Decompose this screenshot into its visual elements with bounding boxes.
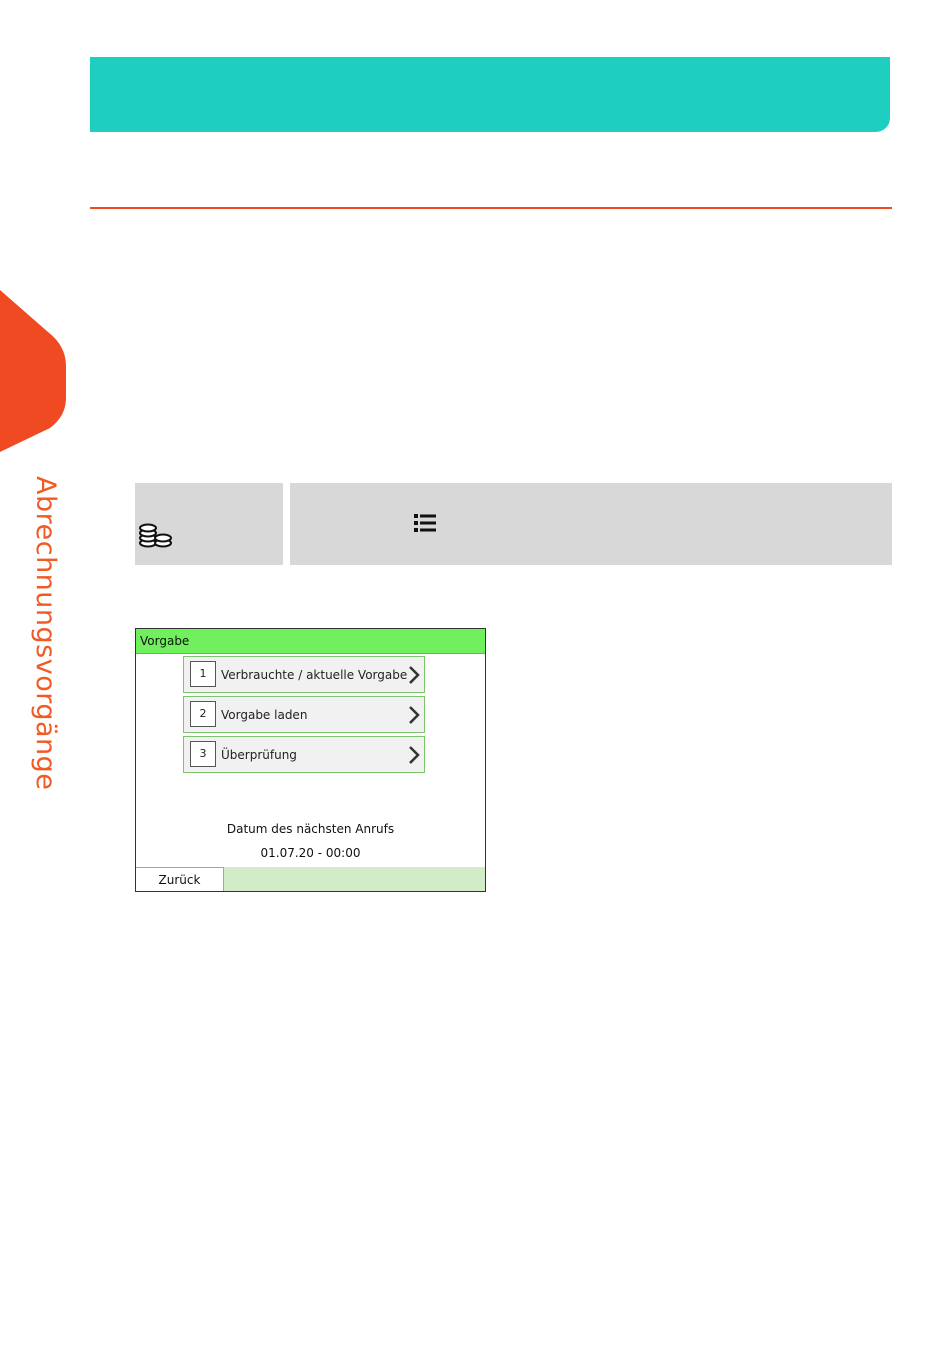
menu-item-number: 2 xyxy=(190,701,216,727)
path-cell-steps xyxy=(290,483,892,565)
chevron-right-icon xyxy=(408,665,420,685)
header-band xyxy=(90,57,890,132)
device-screen xyxy=(135,628,486,892)
side-tab-marker xyxy=(0,290,66,452)
path-cell-icon xyxy=(135,483,283,565)
menu-item-load-credit[interactable] xyxy=(183,696,425,733)
section-divider xyxy=(90,207,892,209)
chevron-right-icon xyxy=(408,745,420,765)
next-call-label: Datum des nächsten Anrufs xyxy=(226,822,395,836)
menu-item-label: Überprüfung xyxy=(221,748,297,762)
menu-item-label: Verbrauchte / aktuelle Vorgabe xyxy=(221,668,408,682)
coins-icon xyxy=(137,523,173,549)
menu-item-consumed-current[interactable] xyxy=(183,656,425,693)
side-tab-label: Abrechnungsvorgänge xyxy=(30,476,61,791)
chevron-right-icon xyxy=(408,705,420,725)
screen-title: Vorgabe xyxy=(136,629,485,654)
back-button[interactable]: Zurück xyxy=(136,867,224,891)
menu-item-check[interactable] xyxy=(183,736,425,773)
next-call-value: 01.07.20 - 00:00 xyxy=(260,846,361,860)
menu-item-number: 1 xyxy=(190,661,216,687)
menu-item-label: Vorgabe laden xyxy=(221,708,308,722)
list-menu-icon xyxy=(414,513,436,533)
menu-item-number: 3 xyxy=(190,741,216,767)
